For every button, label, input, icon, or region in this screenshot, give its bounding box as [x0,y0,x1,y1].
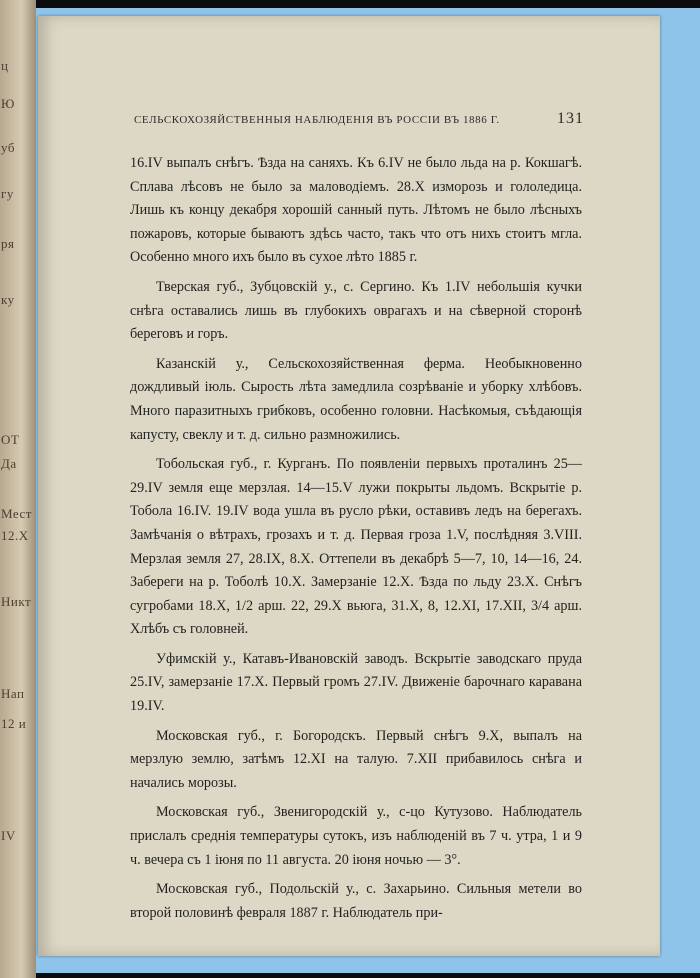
page-header [134,110,584,128]
left-page-fragment: Ю [1,96,15,111]
paragraph: Московская губ., Подольскій у., с. Захарьино. Сильныя метели во второй половинѣ февраля 1887 г. Наблюдатель при- [130,881,582,921]
book-page [38,16,660,956]
page-number: 131 [557,110,584,127]
paragraph: Казанскій у., Сельскохозяйственная ферма. Необыкновенно дождливый іюль. Сырость лѣта замедлила созрѣваніе и уборку хлѣбовъ. Много паразитныхъ грибковъ, особенно головни. Насѣкомыя, съѣдающія капусту, свеклу и т. д. сильно размножились. [130,355,582,443]
left-page-fragment: Мест [1,506,32,521]
left-page-fragment: ОТ [1,432,20,447]
left-page-fragment: 12.Х [1,528,29,543]
paragraph: Тобольская губ., г. Курганъ. По появленіи первыхъ проталинъ 25—29.IV земля еще мерзлая. 14—15.V лужи покрыты льдомъ. Вскрытіе р. Тобола 16.IV. 19.IV вода ушла въ русло рѣки, оставивъ ледъ на берегахъ. Замѣчанія о вѣтрахъ, грозахъ и т. д. Первая гроза 1.V, послѣдняя 3.VIII. Мерзлая земля 27, 28.IX, 8.X. Оттепели въ декабрѣ 5—7, 10, 14—16, 24. Забереги на р. Тоболѣ 10.X. Замерзаніе 12.X. Ѣзда по льду 23.X. Снѣгъ сугробами 18.X, 1/2 арш. 22, 29.X вьюга, 31.X, 8, 12.XI, 17.XII, 3/4 арш. Хлѣбъ съ головней. [130,456,582,638]
left-page-fragment: ку [1,292,15,307]
paragraph: Московская губ., Звенигородскій у., с-цо Кутузово. Наблюдатель прислалъ среднія температуры сутокъ, изъ наблюденій въ 7 ч. утра, 1 и 9 ч. вечера съ 1 іюня по 11 августа. 20 іюня ночью — 3°. [130,804,582,868]
left-page-fragment: Никт [1,594,32,609]
left-page-fragment: 12 и [1,716,27,731]
left-page-fragment: гу [1,186,14,201]
left-page-edge [0,0,36,978]
paragraph: Московская губ., г. Богородскъ. Первый снѣгъ 9.X, выпалъ на мерзлую землю, затѣмъ 12.XI на талую. 7.XII прибавилось снѣга и начались морозы. [130,727,582,791]
left-page-fragment: Нап [1,686,25,701]
body-text [130,152,582,925]
paragraph: 16.IV выпалъ снѣгъ. Ѣзда на саняхъ. Къ 6.IV не было льда на р. Кокшагѣ. Сплава лѣсовъ не было за маловодіемъ. 28.X изморозь и гололедица. Лишь къ концу декабря хорошій санный путь. Лѣтомъ не было лѣсныхъ пожаровъ, которые бываютъ здѣсь часто, такъ что отъ нихъ стоитъ мгла. Особенно много ихъ было въ сухое лѣто 1885 г. [130,155,582,266]
left-page-fragment: IV [1,828,16,843]
left-page-fragment: ц [1,58,9,73]
paragraph: Уфимскій у., Катавъ-Ивановскій заводъ. Вскрытіе заводскаго пруда 25.IV, замерзаніе 17.X. Первый громъ 27.IV. Движеніе барочнаго каравана 19.IV. [130,650,582,715]
paragraph: Тверская губ., Зубцовскій у., с. Сергино. Къ 1.IV небольшія кучки снѣга оставались лишь въ глубокихъ оврагахъ и на сѣверной сторонѣ береговъ и горъ. [130,278,582,343]
running-title: СЕЛЬСКОХОЗЯЙСТВЕННЫЯ НАБЛЮДЕНІЯ ВЪ РОССІИ ВЪ 1886 Г. [134,114,500,126]
left-page-fragment: уб [1,140,15,155]
left-page-fragment: Да [1,456,17,471]
left-page-fragment: ря [1,236,15,251]
